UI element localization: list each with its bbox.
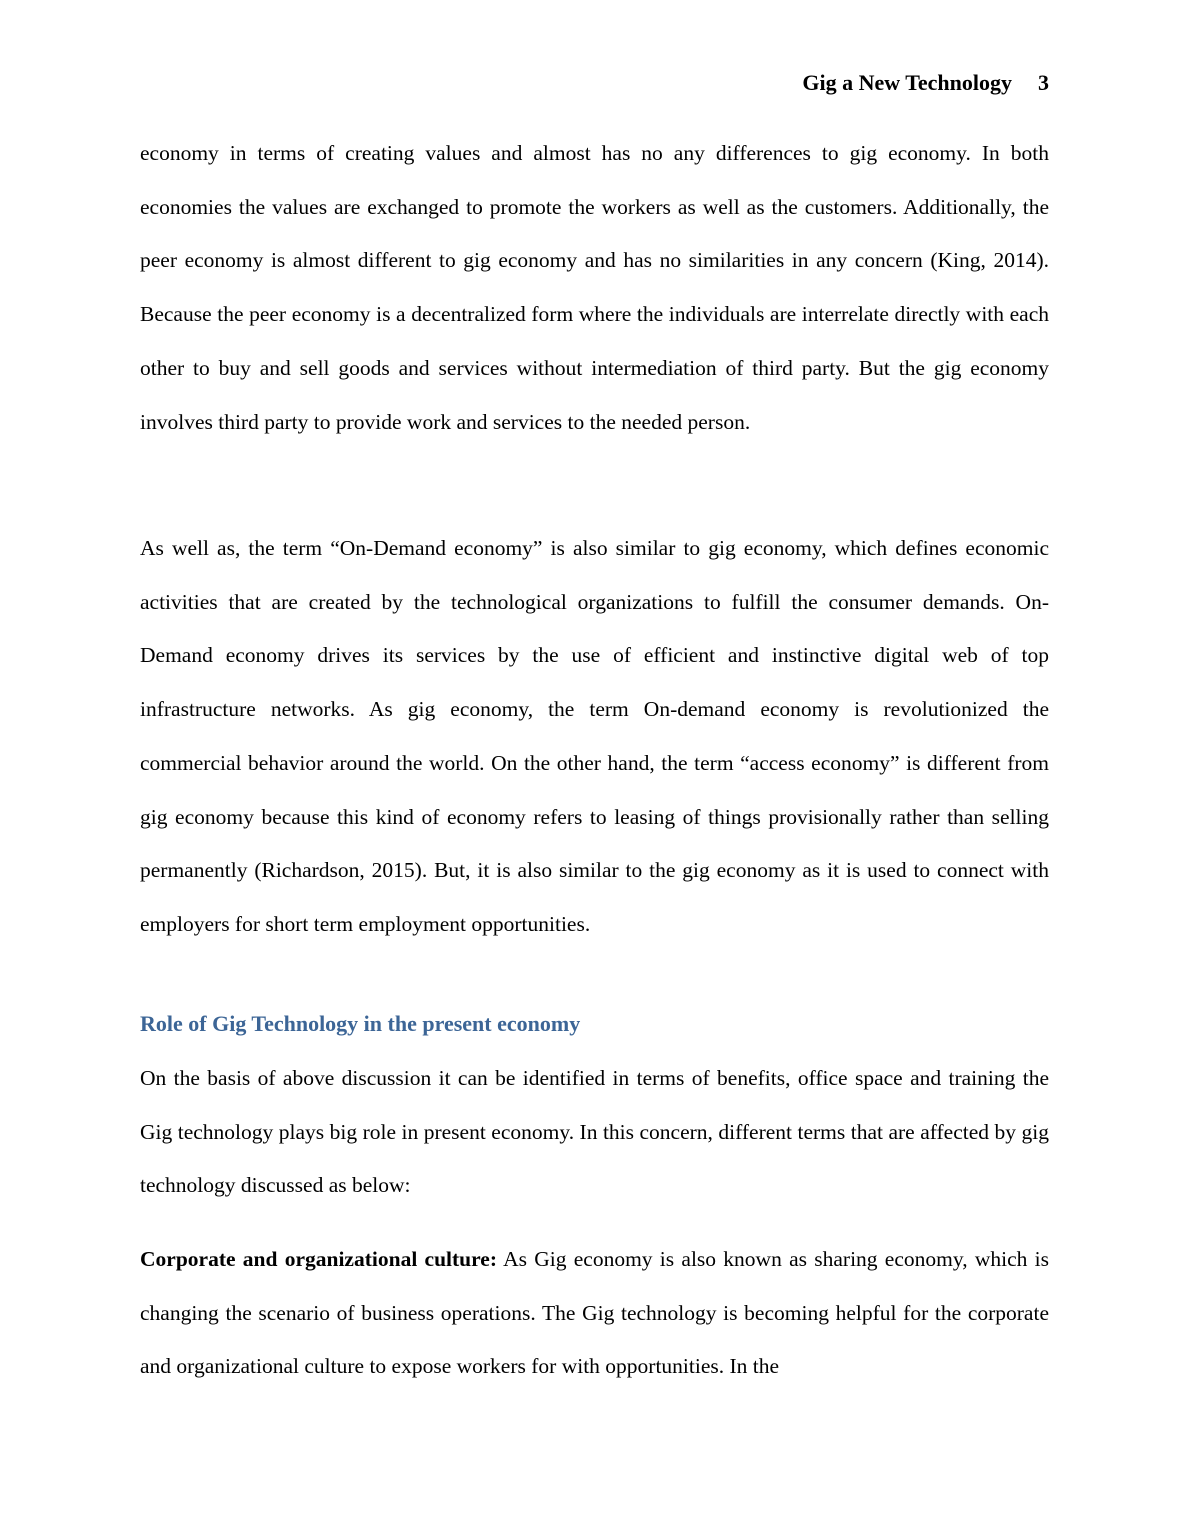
corporate-culture-lead: Corporate and organizational culture: [140, 1247, 497, 1271]
running-header [802, 68, 1049, 98]
paragraph-section-intro: On the basis of above discussion it can be identified in terms of benefits, office space and training the Gig technology plays big role in present economy. In this concern, different terms that are affected by gig technology discussed as below: [140, 1066, 1049, 1198]
header-title: Gig a New Technology [802, 70, 1012, 95]
corporate-culture-text: As Gig economy is also known as sharing economy, which is changing the scenario of business operations. The Gig technology is becoming helpful for the corporate and organizational culture to expose workers for with opportunities. In the [140, 1247, 1049, 1379]
section-heading: Role of Gig Technology in the present economy [140, 1011, 581, 1036]
paragraph-corporate-culture [140, 1233, 1049, 1394]
paragraph-peer-economy: economy in terms of creating values and almost has no any differences to gig economy. In both economies the values are exchanged to promote the workers as well as the customers. Additionally, the peer economy is almost different to gig economy and has no similarities in any concern (King, 2014). Because the peer economy is a decentralized form where the individuals are interrelate directly with each other to buy and sell goods and services without intermediation of third party. But the gig economy involves third party to provide work and services to the needed person. [140, 141, 1049, 434]
paragraph-on-demand-economy: As well as, the term “On-Demand economy” is also similar to gig economy, which defines economic activities that are created by the technological organizations to fulfill the consumer demands. On-Demand economy drives its services by the use of efficient and instinctive digital web of top infrastructure networks. As gig economy, the term On-demand economy is revolutionized the commercial behavior around the world. On the other hand, the term “access economy” is different from gig economy because this kind of economy refers to leasing of things provisionally rather than selling permanently (Richardson, 2015). But, it is also similar to the gig economy as it is used to connect with employers for short term employment opportunities. [140, 536, 1049, 936]
page-number: 3 [1038, 70, 1049, 95]
